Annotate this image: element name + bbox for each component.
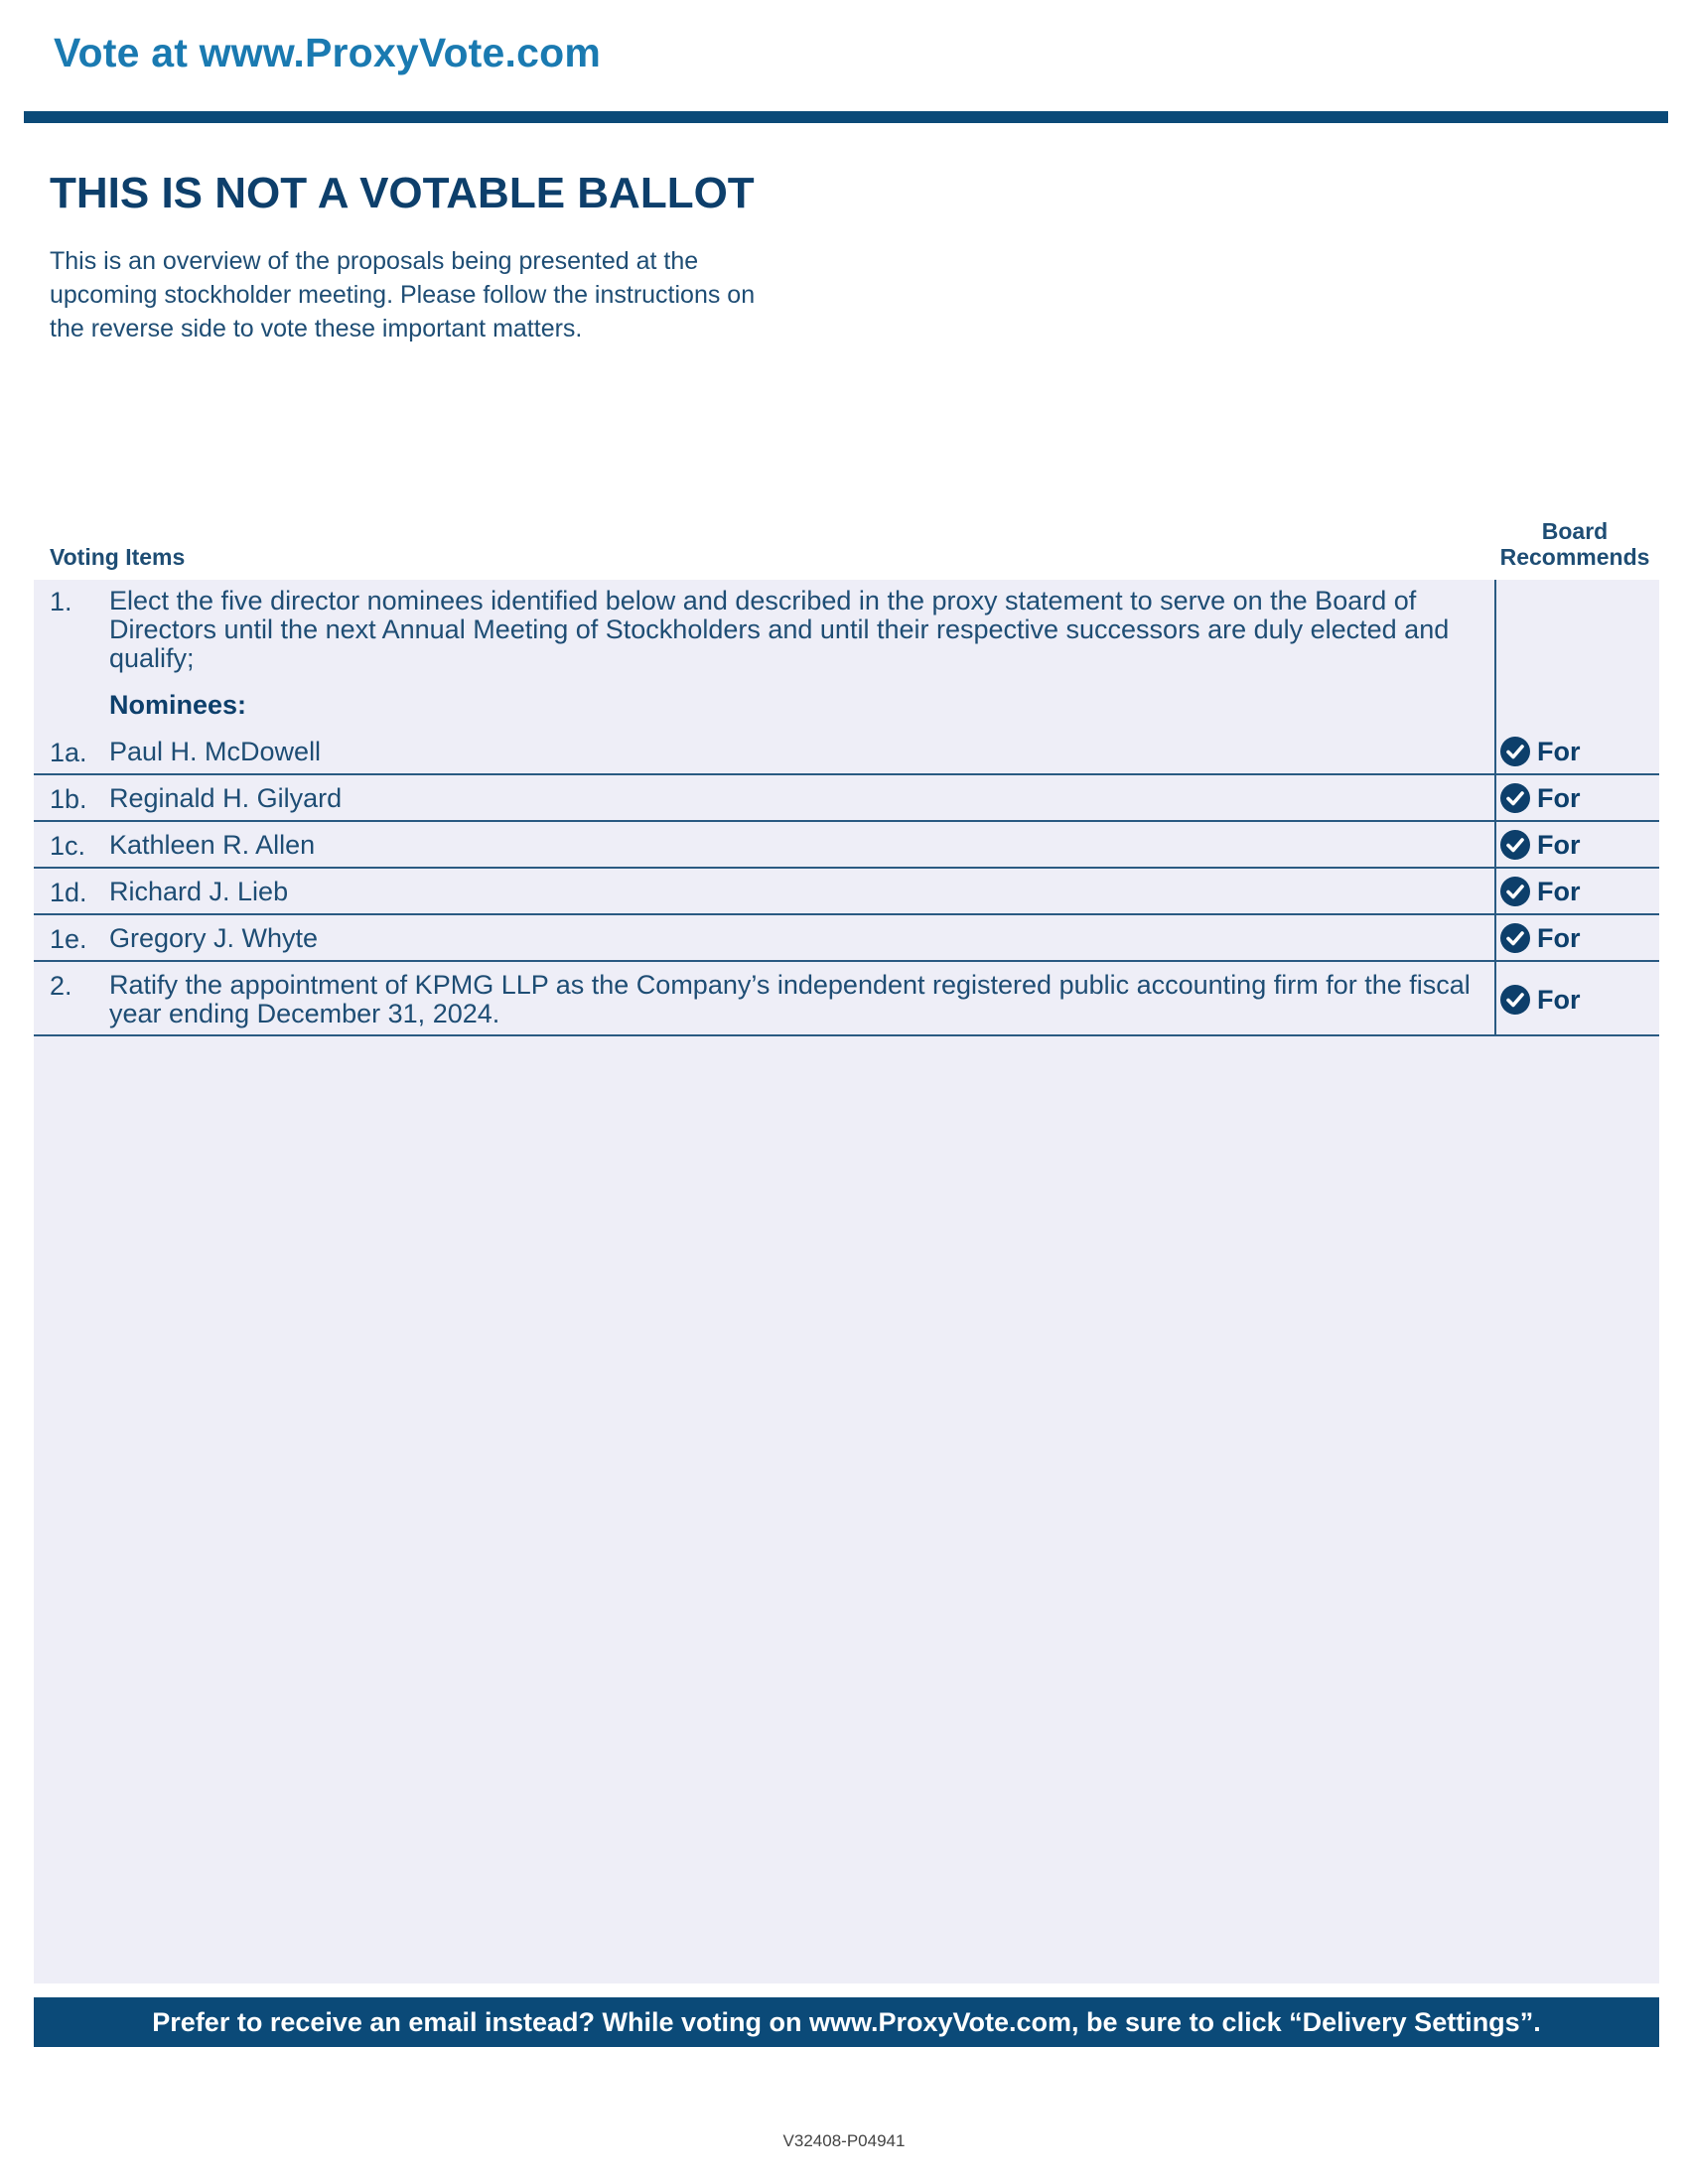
- intro-line: the reverse side to vote these important matters.: [50, 315, 583, 342]
- row-divider: [34, 960, 1659, 962]
- nominee-1e-name: Gregory J. Whyte: [109, 923, 319, 953]
- proposal-2-text: [109, 971, 1479, 1028]
- nominee-1d-number: 1d.: [50, 878, 87, 907]
- recommendation-label: For: [1537, 984, 1581, 1015]
- recommendation-label: For: [1537, 782, 1581, 813]
- proposal-2-line: year ending December 31, 2024.: [109, 999, 500, 1028]
- nominee-1a-recommendation: [1499, 736, 1581, 767]
- nominee-1b-name: Reginald H. Gilyard: [109, 783, 343, 813]
- board-recommends-header: [1491, 518, 1658, 570]
- row-divider: [34, 867, 1659, 869]
- recommendation-label: For: [1537, 829, 1581, 860]
- check-circle-icon: [1499, 984, 1531, 1016]
- nominee-1d-name: Richard J. Lieb: [109, 877, 289, 906]
- document-code: V32408-P04941: [782, 2131, 906, 2150]
- proposal-2-line: Ratify the appointment of KPMG LLP as the Company’s independent registered public accounting firm for the fiscal: [109, 970, 1471, 1000]
- proposal-1-text: [109, 587, 1479, 673]
- intro-line: This is an overview of the proposals being presented at the: [50, 247, 699, 275]
- proposal-1-line: Directors until the next Annual Meeting of Stockholders and until their respective successors are duly elected and: [109, 614, 1450, 644]
- nominee-1a-name: Paul H. McDowell: [109, 737, 322, 766]
- check-circle-icon: [1499, 782, 1531, 814]
- nominee-1b-recommendation: [1499, 782, 1581, 814]
- nominee-1c-recommendation: [1499, 829, 1581, 861]
- page-title: THIS IS NOT A VOTABLE BALLOT: [50, 169, 755, 217]
- check-circle-icon: [1499, 876, 1531, 907]
- row-divider: [34, 820, 1659, 822]
- column-divider: [1494, 580, 1496, 1036]
- check-circle-icon: [1499, 922, 1531, 954]
- vote-url-heading: Vote at www.ProxyVote.com: [54, 30, 602, 75]
- proposal-1-line: Elect the five director nominees identified below and described in the proxy statement to serve on the Board of: [109, 586, 1417, 615]
- recommendation-label: For: [1537, 922, 1581, 953]
- banner-text: Prefer to receive an email instead? While voting on www.ProxyVote.com, be sure to click “Delivery Settings”.: [152, 2006, 1541, 2037]
- nominee-1a-number: 1a.: [50, 738, 87, 767]
- intro-paragraph: [50, 244, 844, 345]
- recommendation-label: For: [1537, 876, 1581, 906]
- check-circle-icon: [1499, 829, 1531, 861]
- nominees-label: Nominees:: [109, 690, 247, 720]
- board-label: Board: [1541, 518, 1609, 544]
- recommends-label: Recommends: [1499, 544, 1650, 570]
- nominee-1b-number: 1b.: [50, 784, 87, 814]
- nominee-1c-name: Kathleen R. Allen: [109, 830, 316, 860]
- intro-line: upcoming stockholder meeting. Please follow the instructions on: [50, 281, 756, 309]
- delivery-settings-banner: [34, 1997, 1659, 2047]
- top-divider: [24, 111, 1668, 123]
- nominee-1d-recommendation: [1499, 876, 1581, 907]
- proposal-2-recommendation: [1499, 984, 1581, 1016]
- row-divider: [34, 773, 1659, 775]
- proposal-1-line: qualify;: [109, 643, 195, 673]
- nominee-1e-recommendation: [1499, 922, 1581, 954]
- recommendation-label: For: [1537, 736, 1581, 766]
- check-circle-icon: [1499, 736, 1531, 767]
- proposal-2-number: 2.: [50, 971, 72, 1001]
- nominee-1e-number: 1e.: [50, 924, 87, 954]
- row-divider: [34, 1034, 1659, 1036]
- proposal-1-number: 1.: [50, 587, 72, 616]
- nominee-1c-number: 1c.: [50, 831, 86, 861]
- voting-items-header: Voting Items: [50, 544, 186, 570]
- row-divider: [34, 913, 1659, 915]
